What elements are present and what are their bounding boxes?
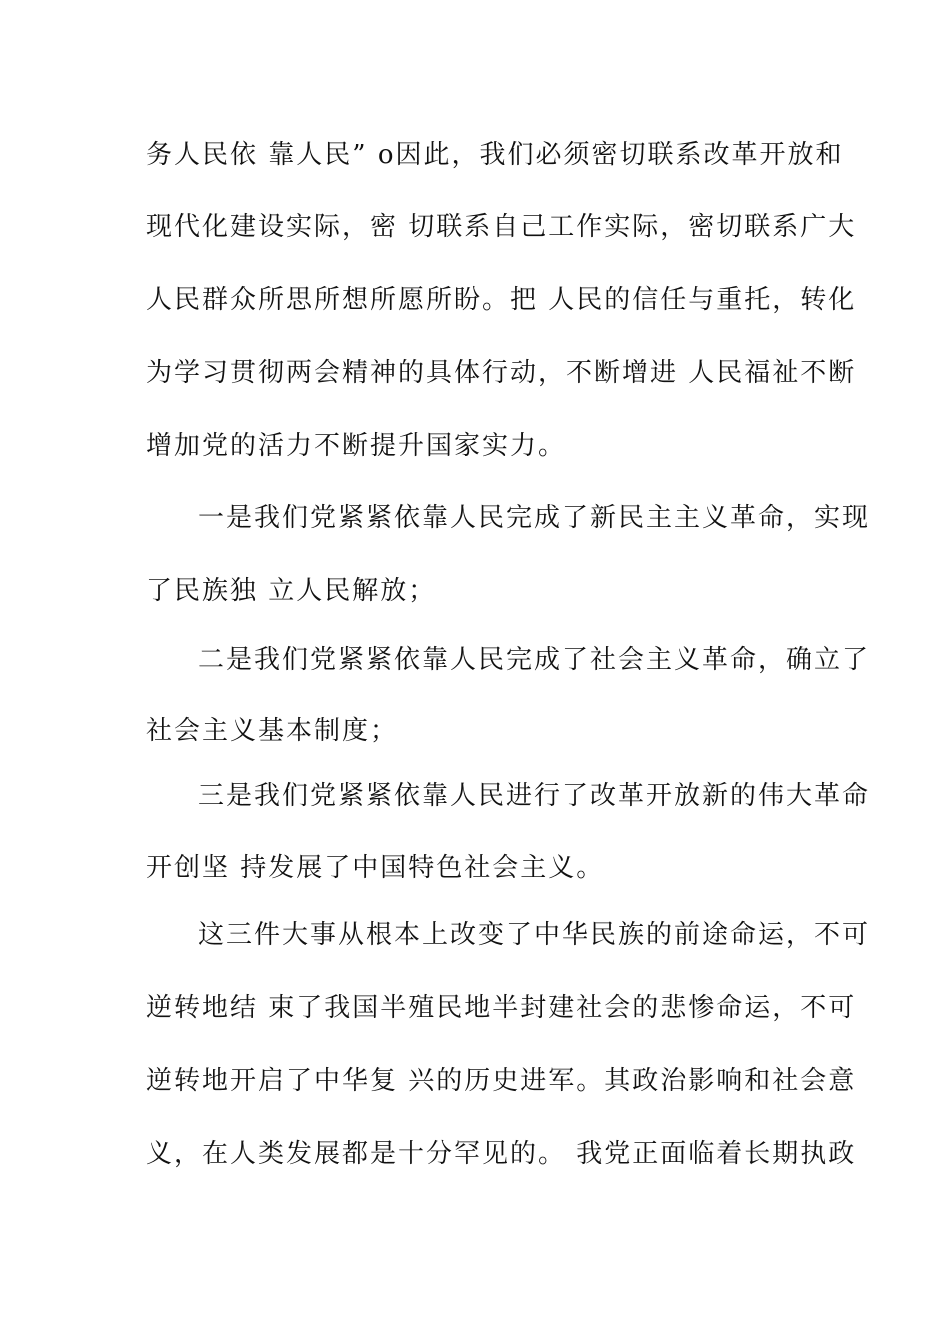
text-line-5: 增加党的活力不断提升国家实力。 xyxy=(146,431,567,461)
text-line-11: 开创坚 持发展了中国特色社会主义。 xyxy=(146,853,605,883)
text-line-10: 三是我们党紧紧依靠人民进行了改革开放新的伟大革命 xyxy=(198,781,871,811)
text-line-12: 这三件大事从根本上改变了中华民族的前途命运，不可 xyxy=(198,920,871,950)
text-line-15: 义，在人类发展都是十分罕见的。 我党正面临着长期执政 xyxy=(146,1139,857,1169)
text-line-8: 二是我们党紧紧依靠人民完成了社会主义革命，确立了 xyxy=(198,645,871,675)
text-line-1: 务人民依 靠人民” o因此，我们必须密切联系改革开放和 xyxy=(146,140,844,170)
text-line-4: 为学习贯彻两会精神的具体行动，不断增进 人民福祉不断 xyxy=(146,358,857,388)
text-line-2: 现代化建设实际，密 切联系自己工作实际，密切联系广大 xyxy=(146,212,857,242)
text-line-13: 逆转地结 束了我国半殖民地半封建社会的悲惨命运，不可 xyxy=(146,993,857,1023)
text-line-14: 逆转地开启了中华复 兴的历史进军。其政治影响和社会意 xyxy=(146,1066,857,1096)
text-line-7: 了民族独 立人民解放； xyxy=(146,576,437,606)
text-line-6: 一是我们党紧紧依靠人民完成了新民主主义革命，实现 xyxy=(198,503,871,533)
text-line-9: 社会主义基本制度； xyxy=(146,716,399,746)
text-line-3: 人民群众所思所想所愿所盼。把 人民的信任与重托，转化 xyxy=(146,285,857,315)
